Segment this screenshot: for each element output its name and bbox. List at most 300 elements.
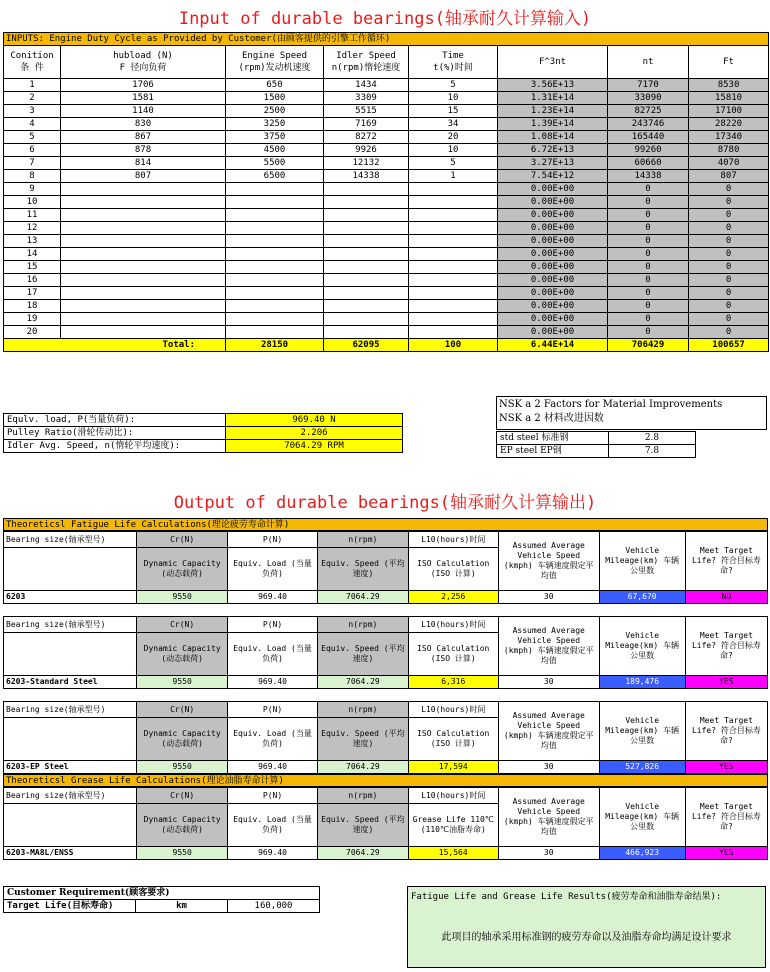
cell-idler-speed xyxy=(324,248,409,261)
cell-ft: 8780 xyxy=(689,144,769,157)
cell-idler-speed xyxy=(324,183,409,196)
speed-value: 30 xyxy=(498,591,599,604)
cell-time: 5 xyxy=(409,157,498,170)
cell-idler-speed xyxy=(324,235,409,248)
equiv-load-label: Equiv. Load (当量负荷) xyxy=(227,633,317,676)
output-title: Output of durable bearings(轴承耐久计算输出) xyxy=(173,493,597,513)
cell-nt: 0 xyxy=(608,326,689,339)
l10-value: 6,316 xyxy=(408,676,498,689)
input-title: Input of durable bearings(轴承耐久计算输入) xyxy=(178,9,592,29)
cell-condition: 15 xyxy=(4,261,61,274)
mileage-value: 189,476 xyxy=(599,676,685,689)
cell-f3nt: 0.00E+00 xyxy=(498,313,608,326)
cell-nt: 243746 xyxy=(608,118,689,131)
cell-nt: 0 xyxy=(608,196,689,209)
cell-engine-speed: 650 xyxy=(226,79,324,92)
cell-nt: 99260 xyxy=(608,144,689,157)
customer-requirement xyxy=(3,886,320,913)
meet-label: Meet Target Life? 符合目标寿命? xyxy=(685,532,767,591)
cell-engine-speed: 5500 xyxy=(226,157,324,170)
l10-value: 15,564 xyxy=(408,847,498,860)
bearing-name: 6203-Standard Steel xyxy=(4,676,137,689)
input-row xyxy=(4,248,769,261)
l10-label: L10(hours)时间 xyxy=(408,788,498,804)
cell-ft: 17340 xyxy=(689,131,769,144)
cell-idler-speed xyxy=(324,274,409,287)
results-box xyxy=(407,886,766,968)
input-row xyxy=(4,79,769,92)
cell-ft: 807 xyxy=(689,170,769,183)
inputs-banner: INPUTS: Engine Duty Cycle as Provided by Customer(由顾客提供的引擎工作循环) xyxy=(4,33,769,46)
cell-f3nt: 0.00E+00 xyxy=(498,196,608,209)
idler-speed-label: Idler Avg. Speed, n(惰轮平均速度): xyxy=(4,440,226,453)
nsk-line2: NSK a 2 材料改进因数 xyxy=(499,413,604,424)
cell-f3nt: 0.00E+00 xyxy=(498,261,608,274)
cell-f3nt: 0.00E+00 xyxy=(498,222,608,235)
cell-time xyxy=(409,248,498,261)
input-row xyxy=(4,235,769,248)
cr-value: 9550 xyxy=(137,761,227,774)
input-row xyxy=(4,105,769,118)
speed-label: Assumed Average Vehicle Speed (kmph) 车辆速度假定平均值 xyxy=(498,702,599,761)
cell-nt: 0 xyxy=(608,287,689,300)
input-row xyxy=(4,274,769,287)
dynamic-capacity-label: Dynamic Capacity (动态载荷) xyxy=(137,718,227,761)
ep-steel-value: 7.8 xyxy=(609,445,696,458)
p-label: P(N) xyxy=(227,702,317,718)
std-steel-value: 2.8 xyxy=(609,432,696,445)
results-text: 此项目的轴承采用标准钢的疲劳寿命以及油脂寿命均满足设计要求 xyxy=(441,932,732,943)
cell-engine-speed xyxy=(226,183,324,196)
p-value: 969.40 xyxy=(227,591,317,604)
target-life-label: Target Life(目标寿命) xyxy=(4,900,136,913)
grease-life-label: Grease Life 110℃ (110℃油脂寿命) xyxy=(408,804,498,847)
cell-f3nt: 1.39E+14 xyxy=(498,118,608,131)
total-nt: 706429 xyxy=(608,339,689,352)
l10-label: L10(hours)时间 xyxy=(408,532,498,548)
cell-hubload xyxy=(61,209,226,222)
cell-f3nt: 0.00E+00 xyxy=(498,326,608,339)
p-value: 969.40 xyxy=(227,847,317,860)
speed-value: 30 xyxy=(498,761,599,774)
cell-idler-speed: 12132 xyxy=(324,157,409,170)
meet-label: Meet Target Life? 符合目标寿命? xyxy=(685,617,767,676)
nsk-line1: NSK a 2 Factors for Material Improvements xyxy=(499,399,723,410)
header-idler-speed: Idler Speed n(rpm)惰轮速度 xyxy=(324,46,409,79)
cell-engine-speed xyxy=(226,248,324,261)
input-row xyxy=(4,157,769,170)
cr-label: Cr(N) xyxy=(137,532,227,548)
dynamic-capacity-label: Dynamic Capacity (动态载荷) xyxy=(137,548,227,591)
cell-ft: 28220 xyxy=(689,118,769,131)
cr-label: Cr(N) xyxy=(137,617,227,633)
meet-label: Meet Target Life? 符合目标寿命? xyxy=(685,702,767,761)
cr-value: 9550 xyxy=(137,591,227,604)
cell-hubload: 878 xyxy=(61,144,226,157)
cr-value: 9550 xyxy=(137,676,227,689)
idler-speed-value: 7064.29 RPM xyxy=(226,440,403,453)
cell-engine-speed: 4500 xyxy=(226,144,324,157)
cell-idler-speed xyxy=(324,300,409,313)
cell-engine-speed: 2500 xyxy=(226,105,324,118)
n-value: 7064.29 xyxy=(318,847,408,860)
cr-label: Cr(N) xyxy=(137,702,227,718)
cell-nt: 0 xyxy=(608,261,689,274)
cell-condition: 17 xyxy=(4,287,61,300)
cell-f3nt: 0.00E+00 xyxy=(498,287,608,300)
cell-idler-speed xyxy=(324,196,409,209)
bearing-block xyxy=(3,616,768,689)
cell-condition: 9 xyxy=(4,183,61,196)
cell-engine-speed xyxy=(226,274,324,287)
cell-ft: 0 xyxy=(689,222,769,235)
equiv-load-label: Equiv. Load (当量负荷) xyxy=(227,804,317,847)
mileage-label: Vehicle Mileage(km) 车辆公里数 xyxy=(599,532,685,591)
cell-condition: 5 xyxy=(4,131,61,144)
cell-nt: 82725 xyxy=(608,105,689,118)
dynamic-capacity-label: Dynamic Capacity (动态载荷) xyxy=(137,804,227,847)
cell-nt: 0 xyxy=(608,300,689,313)
cell-hubload: 1581 xyxy=(61,92,226,105)
n-label: n(rpm) xyxy=(318,532,408,548)
cell-f3nt: 0.00E+00 xyxy=(498,235,608,248)
cell-idler-speed: 14338 xyxy=(324,170,409,183)
l10-label: L10(hours)时间 xyxy=(408,617,498,633)
n-value: 7064.29 xyxy=(318,676,408,689)
input-row xyxy=(4,118,769,131)
std-steel-label: std steel 标准钢 xyxy=(497,432,609,445)
target-life-value: 160,000 xyxy=(228,900,320,913)
cell-idler-speed xyxy=(324,209,409,222)
cell-hubload: 1706 xyxy=(61,79,226,92)
cell-time: 1 xyxy=(409,170,498,183)
input-row xyxy=(4,196,769,209)
total-label: Total: xyxy=(4,339,226,352)
cell-f3nt: 0.00E+00 xyxy=(498,209,608,222)
cell-f3nt: 1.23E+14 xyxy=(498,105,608,118)
bearing-name: 6203-MA8L/ENSS xyxy=(4,847,137,860)
cell-hubload: 814 xyxy=(61,157,226,170)
cell-time: 20 xyxy=(409,131,498,144)
input-row xyxy=(4,144,769,157)
cell-hubload: 830 xyxy=(61,118,226,131)
meet-value: NO xyxy=(685,591,767,604)
cell-ft: 4070 xyxy=(689,157,769,170)
pulley-ratio-label: Pulley Ratio(滑轮传动比): xyxy=(4,427,226,440)
results-title: Fatigue Life and Grease Life Results(疲劳寿命和油脂寿命结果): xyxy=(411,892,722,902)
ep-steel-label: EP steel EP钢 xyxy=(497,445,609,458)
cell-nt: 0 xyxy=(608,248,689,261)
cell-time xyxy=(409,274,498,287)
cell-ft: 0 xyxy=(689,261,769,274)
cell-ft: 0 xyxy=(689,313,769,326)
cell-nt: 0 xyxy=(608,274,689,287)
input-row xyxy=(4,209,769,222)
bearing-size-label: Bearing size(轴承型号) xyxy=(4,702,137,718)
cell-time xyxy=(409,261,498,274)
equiv-speed-label: Equiv. Speed (平均速度) xyxy=(318,548,408,591)
header-nt: nt xyxy=(608,46,689,79)
cell-engine-speed: 6500 xyxy=(226,170,324,183)
cell-time: 10 xyxy=(409,144,498,157)
cell-engine-speed: 1500 xyxy=(226,92,324,105)
header-ft: Ft xyxy=(689,46,769,79)
cell-time xyxy=(409,209,498,222)
nsk-steel-table xyxy=(496,431,696,458)
cell-nt: 0 xyxy=(608,183,689,196)
total-idler: 62095 xyxy=(324,339,409,352)
cell-idler-speed xyxy=(324,326,409,339)
cell-time xyxy=(409,326,498,339)
equiv-load-label: Equlv. load, P(当量负荷): xyxy=(4,414,226,427)
cell-condition: 4 xyxy=(4,118,61,131)
params-box xyxy=(3,413,403,453)
cell-nt: 7170 xyxy=(608,79,689,92)
cell-ft: 0 xyxy=(689,274,769,287)
cell-condition: 16 xyxy=(4,274,61,287)
cell-idler-speed xyxy=(324,261,409,274)
output-section xyxy=(3,518,768,860)
cell-f3nt: 1.08E+14 xyxy=(498,131,608,144)
cell-idler-speed: 8272 xyxy=(324,131,409,144)
cell-hubload: 1140 xyxy=(61,105,226,118)
l10-value: 17,594 xyxy=(408,761,498,774)
cell-f3nt: 6.72E+13 xyxy=(498,144,608,157)
cell-ft: 0 xyxy=(689,183,769,196)
nsk-factors-box xyxy=(496,396,767,430)
cell-ft: 0 xyxy=(689,235,769,248)
cell-nt: 60660 xyxy=(608,157,689,170)
input-table xyxy=(3,32,769,352)
n-value: 7064.29 xyxy=(318,761,408,774)
fatigue-banner: Theoreticsl Fatigue Life Calculations(理论疲劳寿命计算) xyxy=(3,518,768,531)
cell-engine-speed xyxy=(226,196,324,209)
cell-f3nt: 1.31E+14 xyxy=(498,92,608,105)
cell-condition: 8 xyxy=(4,170,61,183)
mileage-value: 466,923 xyxy=(599,847,685,860)
cell-idler-speed xyxy=(324,313,409,326)
cell-condition: 20 xyxy=(4,326,61,339)
meet-value: YES xyxy=(685,761,767,774)
speed-value: 30 xyxy=(498,676,599,689)
cell-ft: 0 xyxy=(689,248,769,261)
cell-idler-speed: 1434 xyxy=(324,79,409,92)
input-row xyxy=(4,183,769,196)
cell-engine-speed xyxy=(226,287,324,300)
header-engine-speed: Engine Speed (rpm)发动机速度 xyxy=(226,46,324,79)
bearing-name: 6203 xyxy=(4,591,137,604)
l10-label: L10(hours)时间 xyxy=(408,702,498,718)
cell-condition: 2 xyxy=(4,92,61,105)
mileage-value: 527,826 xyxy=(599,761,685,774)
cell-time xyxy=(409,287,498,300)
bearing-name: 6203-EP Steel xyxy=(4,761,137,774)
cell-condition: 11 xyxy=(4,209,61,222)
cell-nt: 33090 xyxy=(608,92,689,105)
cell-nt: 0 xyxy=(608,209,689,222)
cell-ft: 15810 xyxy=(689,92,769,105)
cell-engine-speed xyxy=(226,300,324,313)
cell-ft: 17100 xyxy=(689,105,769,118)
n-label: n(rpm) xyxy=(318,702,408,718)
cell-time: 15 xyxy=(409,105,498,118)
equiv-load-label: Equiv. Load (当量负荷) xyxy=(227,718,317,761)
total-ft: 100657 xyxy=(689,339,769,352)
cell-nt: 0 xyxy=(608,235,689,248)
bearing-size-label: Bearing size(轴承型号) xyxy=(4,788,137,804)
cell-hubload xyxy=(61,313,226,326)
cell-nt: 165440 xyxy=(608,131,689,144)
cell-hubload: 807 xyxy=(61,170,226,183)
cell-idler-speed: 5515 xyxy=(324,105,409,118)
cr-value: 9550 xyxy=(137,847,227,860)
speed-label: Assumed Average Vehicle Speed (kmph) 车辆速度假定平均值 xyxy=(498,617,599,676)
total-f3nt: 6.44E+14 xyxy=(498,339,608,352)
cell-time xyxy=(409,235,498,248)
cell-f3nt: 0.00E+00 xyxy=(498,248,608,261)
input-row xyxy=(4,326,769,339)
header-f3nt: F^3nt xyxy=(498,46,608,79)
mileage-label: Vehicle Mileage(km) 车辆公里数 xyxy=(599,617,685,676)
cell-engine-speed xyxy=(226,313,324,326)
equiv-load-label: Equiv. Load (当量负荷) xyxy=(227,548,317,591)
cell-engine-speed xyxy=(226,326,324,339)
cell-f3nt: 0.00E+00 xyxy=(498,183,608,196)
cell-engine-speed: 3250 xyxy=(226,118,324,131)
target-life-unit: km xyxy=(136,900,228,913)
input-row xyxy=(4,131,769,144)
cell-condition: 1 xyxy=(4,79,61,92)
cell-condition: 14 xyxy=(4,248,61,261)
n-label: n(rpm) xyxy=(318,617,408,633)
meet-label: Meet Target Life? 符合目标寿命? xyxy=(685,788,767,847)
input-row xyxy=(4,261,769,274)
p-label: P(N) xyxy=(227,532,317,548)
cell-time xyxy=(409,196,498,209)
p-value: 969.40 xyxy=(227,761,317,774)
cell-hubload xyxy=(61,222,226,235)
cell-ft: 0 xyxy=(689,326,769,339)
cell-hubload: 867 xyxy=(61,131,226,144)
cell-condition: 3 xyxy=(4,105,61,118)
mileage-label: Vehicle Mileage(km) 车辆公里数 xyxy=(599,702,685,761)
iso-calc-label: ISO Calculation (ISO 计算) xyxy=(408,548,498,591)
cell-hubload xyxy=(61,248,226,261)
p-label: P(N) xyxy=(227,788,317,804)
cell-hubload xyxy=(61,261,226,274)
total-engine: 28150 xyxy=(226,339,324,352)
equiv-speed-label: Equiv. Speed (平均速度) xyxy=(318,804,408,847)
input-row xyxy=(4,222,769,235)
cell-hubload xyxy=(61,235,226,248)
pulley-ratio-value: 2.206 xyxy=(226,427,403,440)
cell-ft: 0 xyxy=(689,287,769,300)
cell-hubload xyxy=(61,183,226,196)
cell-engine-speed xyxy=(226,222,324,235)
cell-time: 34 xyxy=(409,118,498,131)
equiv-load-value: 969.40 N xyxy=(226,414,403,427)
input-row xyxy=(4,170,769,183)
bearing-block xyxy=(3,531,768,604)
cell-idler-speed: 7169 xyxy=(324,118,409,131)
input-row xyxy=(4,300,769,313)
cell-condition: 18 xyxy=(4,300,61,313)
cell-ft: 0 xyxy=(689,300,769,313)
cell-f3nt: 3.27E+13 xyxy=(498,157,608,170)
cell-idler-speed: 9926 xyxy=(324,144,409,157)
cell-hubload xyxy=(61,287,226,300)
cell-condition: 10 xyxy=(4,196,61,209)
cell-condition: 19 xyxy=(4,313,61,326)
grease-banner: Theoreticsl Grease Life Calculations(理论油脂寿命计算) xyxy=(3,774,768,787)
input-row xyxy=(4,92,769,105)
cell-hubload xyxy=(61,300,226,313)
bearing-block xyxy=(3,701,768,774)
cell-time xyxy=(409,183,498,196)
customer-title: Customer Requirement(顾客要求) xyxy=(4,887,320,900)
cell-engine-speed: 3750 xyxy=(226,131,324,144)
cell-idler-speed: 3309 xyxy=(324,92,409,105)
cell-time: 5 xyxy=(409,79,498,92)
cell-ft: 0 xyxy=(689,196,769,209)
header-time: Time t(%)时间 xyxy=(409,46,498,79)
speed-label: Assumed Average Vehicle Speed (kmph) 车辆速度假定平均值 xyxy=(498,532,599,591)
cell-f3nt: 0.00E+00 xyxy=(498,274,608,287)
header-hubload: hubload (N) F 径向负荷 xyxy=(61,46,226,79)
cell-condition: 13 xyxy=(4,235,61,248)
dynamic-capacity-label: Dynamic Capacity (动态载荷) xyxy=(137,633,227,676)
speed-label: Assumed Average Vehicle Speed (kmph) 车辆速度假定平均值 xyxy=(498,788,599,847)
cell-f3nt: 7.54E+12 xyxy=(498,170,608,183)
p-label: P(N) xyxy=(227,617,317,633)
bearing-size-label: Bearing size(轴承型号) xyxy=(4,532,137,548)
cell-idler-speed xyxy=(324,287,409,300)
cell-engine-speed xyxy=(226,261,324,274)
cell-idler-speed xyxy=(324,222,409,235)
cell-time: 10 xyxy=(409,92,498,105)
mileage-label: Vehicle Mileage(km) 车辆公里数 xyxy=(599,788,685,847)
cell-hubload xyxy=(61,326,226,339)
cell-ft: 0 xyxy=(689,209,769,222)
cell-ft: 8530 xyxy=(689,79,769,92)
cell-engine-speed xyxy=(226,209,324,222)
cr-label: Cr(N) xyxy=(137,788,227,804)
bearing-size-label: Bearing size(轴承型号) xyxy=(4,617,137,633)
cell-condition: 6 xyxy=(4,144,61,157)
cell-hubload xyxy=(61,196,226,209)
l10-value: 2,256 xyxy=(408,591,498,604)
cell-time xyxy=(409,222,498,235)
cell-f3nt: 0.00E+00 xyxy=(498,300,608,313)
cell-condition: 7 xyxy=(4,157,61,170)
bearing-block xyxy=(3,787,768,860)
input-row xyxy=(4,287,769,300)
equiv-speed-label: Equiv. Speed (平均速度) xyxy=(318,633,408,676)
cell-time xyxy=(409,313,498,326)
mileage-value: 67,670 xyxy=(599,591,685,604)
n-value: 7064.29 xyxy=(318,591,408,604)
header-condition: Conition 条 件 xyxy=(4,46,61,79)
cell-nt: 0 xyxy=(608,222,689,235)
equiv-speed-label: Equiv. Speed (平均速度) xyxy=(318,718,408,761)
p-value: 969.40 xyxy=(227,676,317,689)
cell-time xyxy=(409,300,498,313)
meet-value: YES xyxy=(685,847,767,860)
cell-f3nt: 3.56E+13 xyxy=(498,79,608,92)
meet-value: YES xyxy=(685,676,767,689)
cell-nt: 14338 xyxy=(608,170,689,183)
cell-nt: 0 xyxy=(608,313,689,326)
